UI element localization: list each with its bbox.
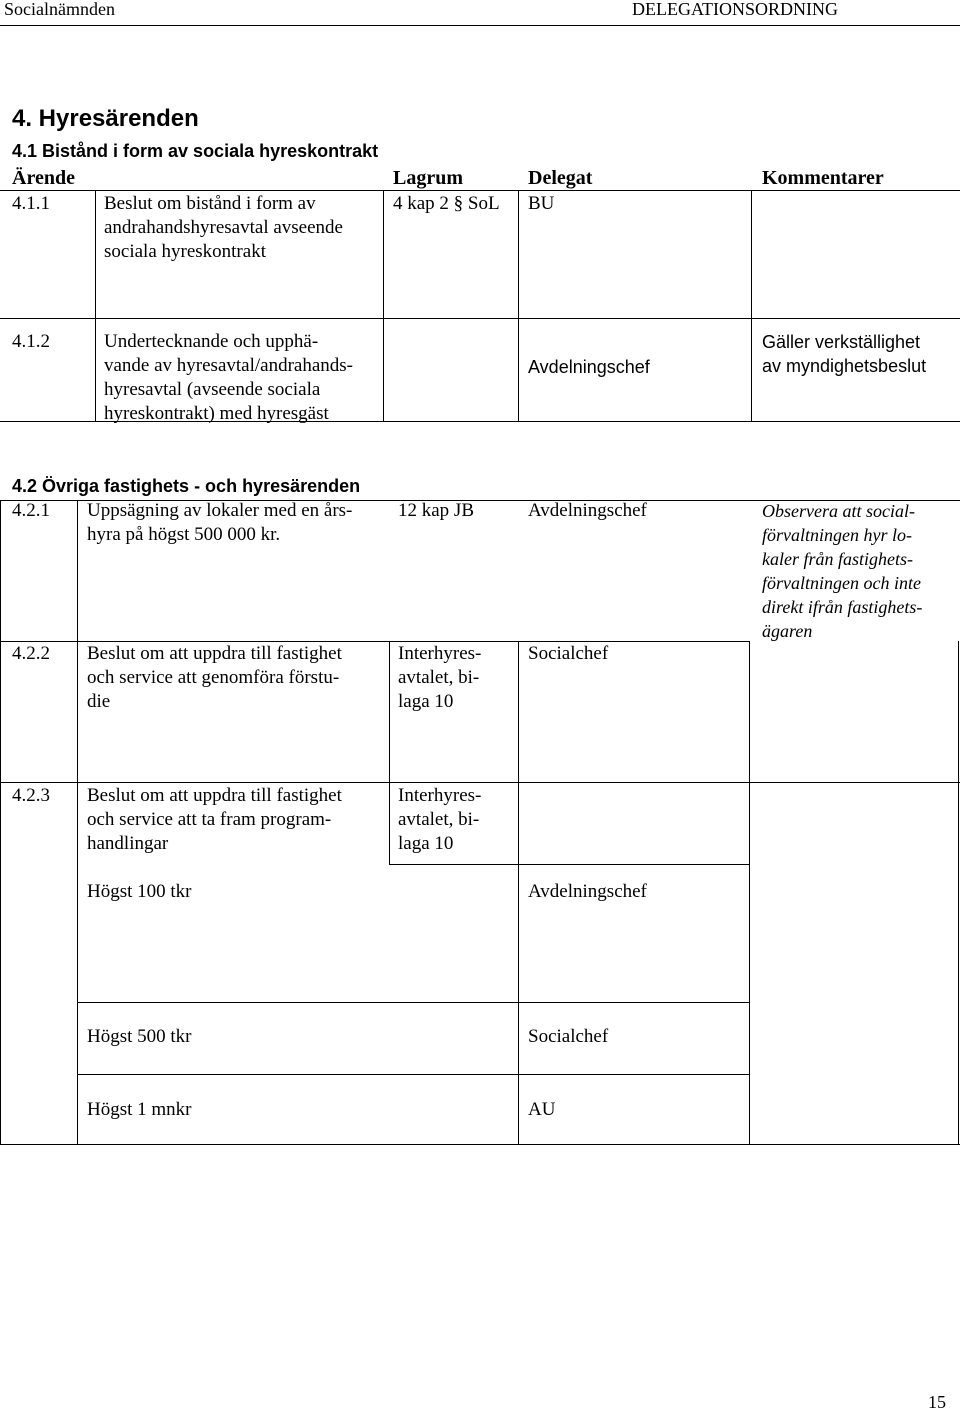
section-title: 4. Hyresärenden [12,105,199,132]
column-header-arende: Ärende [12,167,75,189]
limit-label: Högst 100 tkr [87,881,192,902]
row-num: 4.2.2 [12,643,50,664]
table2-bottom [0,1144,960,1145]
header-right: DELEGATIONSORDNING [632,0,838,19]
row-kommentar: Gäller verkställighet av myndighetsbeslut [762,332,927,376]
page-number: 15 [928,1392,946,1412]
table2-divider-text [389,641,390,864]
subsection-title-4-1: 4.1 Bistånd i form av sociala hyreskontrakt [12,141,379,161]
row-num: 4.1.1 [12,193,50,214]
row-lagrum: Interhyres- avtalet, bi- laga 10 [398,643,482,712]
row-text: Beslut om bistånd i form av andrahandshyresavtal avseende sociala hyreskontrakt [104,193,343,262]
row-delegat: BU [528,193,555,214]
table2-divider-delegat [749,641,750,1145]
table2-row-divider-2 [0,782,960,783]
column-header-kommentarer: Kommentarer [762,167,884,189]
limit-delegat: Socialchef [528,1026,609,1047]
row-num: 4.2.3 [12,785,50,806]
subsection-title-4-2: 4.2 Övriga fastighets - och hyresärenden [12,476,361,496]
table2-limit-divider-2 [77,1002,749,1003]
table1-divider-text [383,190,384,421]
row-kommentar: Observera att social- förvaltningen hyr lo- kaler från fastighets- förvaltningen och inte direkt ifrån fastighets- ägaren [762,501,923,641]
table1-divider-lagrum [518,190,519,421]
row-delegat: Avdelningschef [528,357,650,377]
table2-divider-num [77,500,78,1145]
limit-label: Högst 500 tkr [87,1026,192,1047]
table1-row-divider [0,318,960,319]
column-header-delegat: Delegat [528,167,593,189]
row-num: 4.2.1 [12,500,50,521]
row-lagrum: 4 kap 2 § SoL [393,193,500,214]
row-text: Uppsägning av lokaler med en års- hyra på högst 500 000 kr. [87,500,353,545]
table1-divider-delegat [751,190,752,421]
table1-divider-num [95,190,96,421]
table2-limit-divider-1 [389,864,749,865]
header-divider [0,25,960,26]
table2-divider-lagrum [518,641,519,1145]
row-lagrum: Interhyres- avtalet, bi- laga 10 [398,785,482,854]
limit-delegat: AU [528,1099,556,1120]
row-num: 4.1.2 [12,331,50,352]
limit-label: Högst 1 mnkr [87,1099,192,1120]
table2-left-border [0,500,1,1145]
table2-limit-divider-3 [77,1074,749,1075]
row-lagrum: 12 kap JB [398,500,474,521]
table-header-divider [0,190,960,191]
row-text: Beslut om att uppdra till fastighet och service att ta fram program- handlingar [87,785,342,854]
row-text: Beslut om att uppdra till fastighet och service att genomföra förstu- die [87,643,342,712]
column-header-lagrum: Lagrum [393,167,463,189]
limit-delegat: Avdelningschef [528,881,647,902]
header-left: Socialnämnden [4,0,115,19]
row-delegat: Avdelningschef [528,500,647,521]
row-text: Undertecknande och upphä- vande av hyresavtal/andrahands- hyresavtal (avseende sociala hyreskontrakt) med hyresgäst [104,331,354,424]
row-delegat: Socialchef [528,643,609,664]
table2-right-border [958,641,959,1145]
